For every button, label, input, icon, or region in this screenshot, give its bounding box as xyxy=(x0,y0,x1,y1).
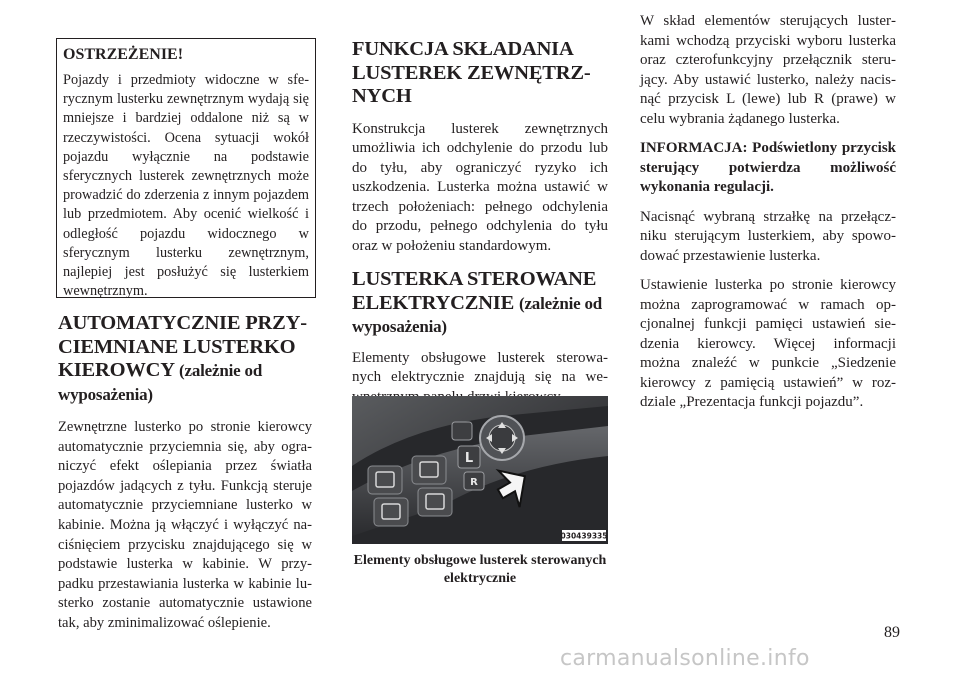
section-folding xyxy=(352,38,608,407)
heading-folding: FUNKCJA SKŁADANIA LUSTEREK ZEWNĘTRZNYCH xyxy=(352,38,591,107)
text-arrow-switch: Nacisnąć wybraną strzałkę na przełączniku sterującym lusterkiem, aby spowodować przestawienie lusterka. xyxy=(640,208,896,264)
warning-box xyxy=(56,38,316,298)
figure-code: 030439335 xyxy=(560,531,608,541)
mirror-joystick-icon xyxy=(480,416,524,460)
text-power-mirrors: Elementy obsługowe lusterek sterowanych elektrycznie znajdują się na we xyxy=(352,349,608,385)
heading-power-mirrors-sub: (zależnie od wyposażenia) xyxy=(352,293,603,336)
figure-mirror-controls xyxy=(352,396,608,544)
text-memory-function: Ustawienie lusterka po stronie kierowcy można zaprogramować w ramach opcjonalnej funkcji pamięci ustawień siedzenia kierowcy. Więcej informacji można znaleźć w punkcie „Siedzenie kierowcy z pamięcią ustawień” w rozdziale „Prezentacja funkcji pojazdu”. xyxy=(640,277,896,410)
watermark: carmanualsonline.info xyxy=(560,646,810,671)
mirror-controls-illustration xyxy=(352,396,608,544)
warning-text: Pojazdy i przedmioty widoczne w sferycznym lusterku zewnętrznym wydają się mniejsze i bardziej oddalone niż są w rzeczywistości. Ocena sytuacji wokół pojazdu wyłącznie na podstawie sferycznych lusterek zewnętrznych może prowadzić do zderzenia z innym pojazdem lub przedmiotem. Aby ocenić wielkość i odległość pojazdu widocznego w sferycznym lusterku zewnętrznym, najlepiej jest posłużyć się lusterkiem wewnętrznym. xyxy=(63,72,309,300)
text-auto-dimming: Zewnętrzne lusterko po stronie kierowcy automatycznie przyciemnia się, aby ograniczyć efekt oślepiania przez światła pojazdów jadących z tyłu. Funkcją steruje automatycznie przyciemniane lusterko w kabinie. Można ją włączyć i wyłączyć naciśnięciem przycisku znajdującego się w podstawie lusterka w kabinie. W przypadku przestawiania lusterka w kabinie lusterko zostanie automatycznie ustawione tak, aby zminimalizować oślepienie. xyxy=(58,419,312,631)
heading-auto-dimming-main: AUTOMATYCZNIE PRZYCIEMNIANE LUSTERKO KIEROWCY xyxy=(58,312,308,381)
text-mirror-selection: W skład elementów sterujących lusterkami wchodzą przyciski wyboru lusterka oraz czterofunkcyjny przełącznik sterujący. Aby ustawić lusterko, należy nacisnąć przycisk L (lewe) lub R (prawe) w celu wybrania żądanego lusterka. xyxy=(640,13,896,127)
heading-power-mirrors xyxy=(352,268,608,339)
warning-title: OSTRZEŻENIE! xyxy=(63,46,184,63)
section-auto-dimming xyxy=(58,312,312,634)
page-number: 89 xyxy=(884,624,900,641)
figure-caption: Elementy obsługowe lusterek sterowanych elektrycznie xyxy=(353,553,607,586)
info-note: INFORMACJA: Podświetlony przycisk sterujący potwierdza możliwość wykonania regulacji. xyxy=(640,140,896,195)
section-right-column xyxy=(640,12,896,413)
text-folding: Konstrukcja lusterek zewnętrznych umożliwia ich odchylenie do przodu lub do tyłu, aby ograniczyć ryzyko ich uszkodzenia. Lusterka można ustawić w trzech położeniach: pełnego odchylenia do przodu, pełnego odchylenia do tyłu oraz w położeniu standardowym. xyxy=(352,120,608,254)
heading-auto-dimming xyxy=(58,312,312,406)
heading-auto-dimming-sub: (zależnie od wyposażenia) xyxy=(58,361,263,404)
heading-power-mirrors-main: LUSTERKA STEROWANE ELEKTRYCZNIE xyxy=(352,268,597,314)
button-letter-right: R xyxy=(470,477,478,488)
button-letter-left: L xyxy=(464,451,474,466)
